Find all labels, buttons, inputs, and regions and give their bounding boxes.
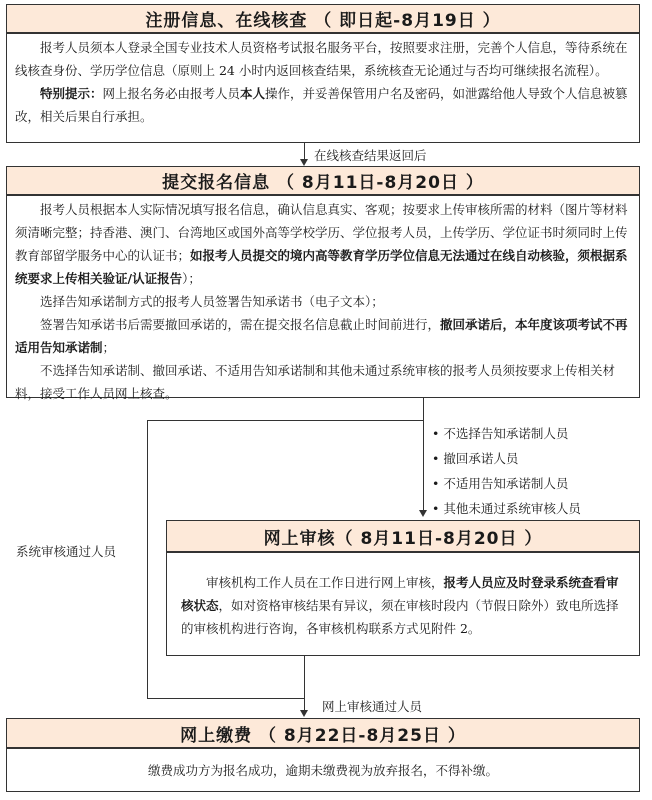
step-submit-paragraph: 签署告知承诺书后需要撤回承诺的，需在提交报名信息截止时间前进行，撤回承诺后，本年度该项考试不再适用告知承诺制； — [15, 317, 628, 355]
arrow-down-icon — [419, 510, 427, 517]
arrow-down-icon — [300, 710, 308, 717]
step-submit-title: 提交报名信息 （ 8月11日-8月20日 ） — [6, 166, 640, 195]
step-submit-paragraph: 不选择告知承诺制、撤回承诺、不适用告知承诺制和其他未通过系统审核的报考人员须按要求上传相关材料，接受工作人员网上核查。 — [15, 363, 616, 401]
arrow-label: 网上审核通过人员 — [322, 699, 423, 714]
step-submit-paragraph: 选择告知承诺制方式的报考人员签署告知承诺书（电子文本）； — [40, 294, 384, 309]
step-payment-content — [6, 748, 640, 792]
step-register-title: 注册信息、在线核查 （ 即日起-8月19日 ） — [6, 4, 640, 33]
condition-item: • 撤回承诺人员 — [432, 446, 581, 471]
step-register-paragraph: 报考人员须本人登录全国专业技术人员资格考试报名服务平台，按照要求注册，完善个人信息，等待系统在线核查身份、学历学位信息（原则上 24 小时内返回核查结果，系统核查无论通过与否均可继续报名流程）。 — [15, 40, 628, 78]
step-submit-paragraph: 报考人员根据本人实际情况填写报名信息，确认信息真实、客观；按要求上传审核所需的材料（图片等材料须清晰完整；持香港、澳门、台湾地区或国外高等学校学历、学位报考人员，上传学历、学位证书时须同时上传教育部留学服务中心的认证书；如报考人员提交的境内高等教育学历学位信息无法通过在线自动核验，须根据系统要求上传相关验证/认证报告）； — [15, 202, 628, 286]
condition-item: • 不选择告知承诺制人员 — [432, 421, 581, 446]
connector-line — [147, 420, 148, 699]
special-notice: 特别提示：网上报名务必由报考人员本人操作，并妥善保管用户名及密码，如泄露给他人导致个人信息被篡改，相关后果自行承担。 — [15, 86, 628, 124]
step-submit-content — [6, 195, 640, 401]
arrow-down-icon — [300, 159, 308, 166]
step-payment-title: 网上缴费 （ 8月22日-8月25日 ） — [6, 718, 640, 748]
step-review-paragraph: 审核机构工作人员在工作日进行网上审核，报考人员应及时登录系统查看审核状态，如对资格审核结果有异议，须在审核时段内（节假日除外）致电所选择的审核机构进行咨询，各审核机构联系方式见附件 2。 — [181, 575, 619, 636]
condition-item: • 其他未通过系统审核人员 — [432, 496, 581, 521]
system-pass-label: 系统审核通过人员 — [16, 544, 117, 559]
arrow-label: 在线核查结果返回后 — [314, 148, 427, 163]
step-review-title: 网上审核（ 8月11日-8月20日 ） — [166, 520, 640, 552]
step-register-content — [6, 33, 640, 143]
connector-line — [147, 420, 424, 421]
review-conditions-list — [432, 421, 581, 521]
condition-item: • 不适用告知承诺制人员 — [432, 471, 581, 496]
step-payment-text: 缴费成功方为报名成功，逾期未缴费视为放弃报名，不得补缴。 — [147, 762, 498, 778]
step-review-content — [166, 552, 640, 656]
connector-line — [147, 698, 304, 699]
connector-line — [423, 398, 424, 510]
connector-line — [304, 143, 305, 160]
connector-line — [304, 656, 305, 711]
